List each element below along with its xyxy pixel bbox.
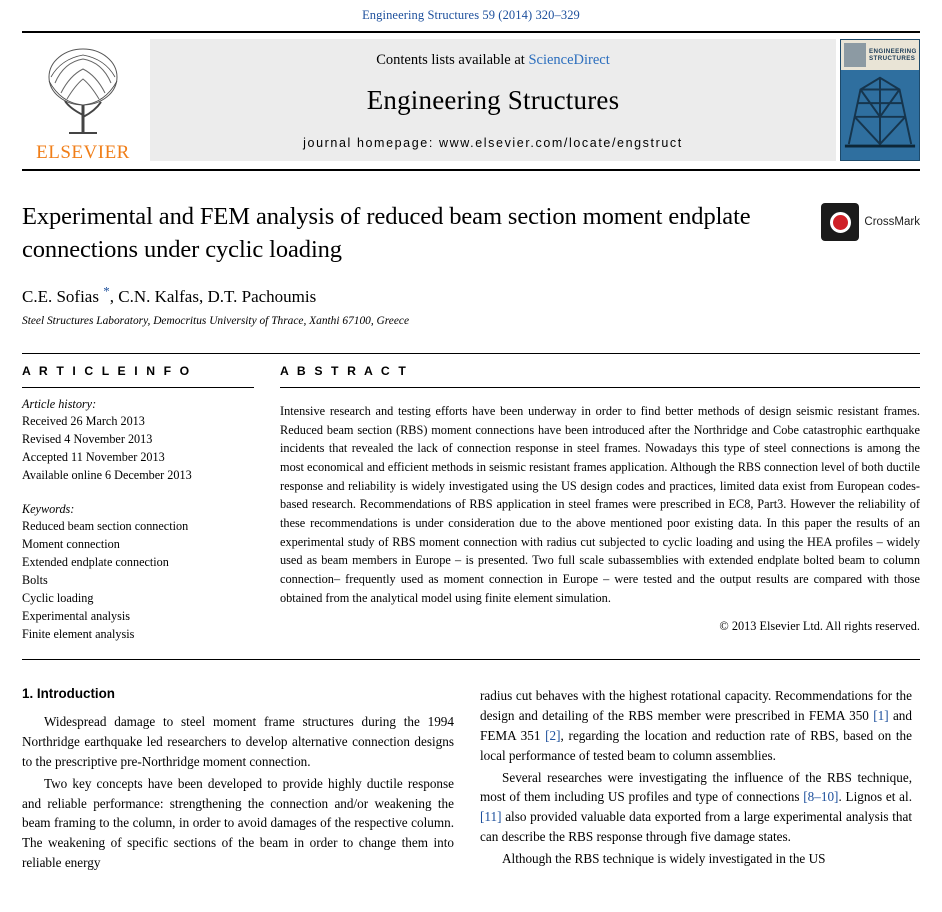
citation-link[interactable]: [2] xyxy=(545,727,561,743)
crossmark-inner-circle xyxy=(830,212,851,233)
keyword-item: Moment connection xyxy=(22,537,120,552)
contents-prefix: Contents lists available at xyxy=(376,52,525,68)
keyword-item: Experimental analysis xyxy=(22,609,130,624)
section-heading-introduction: 1. Introduction xyxy=(22,686,115,702)
crossmark-label: CrossMark xyxy=(864,216,920,228)
journal-title: Engineering Structures xyxy=(366,85,620,115)
elsevier-logo xyxy=(22,33,144,169)
history-item: Revised 4 November 2013 xyxy=(22,431,153,446)
abstract-rule xyxy=(280,387,920,388)
paragraph: Widespread damage to steel moment frame structures during the 1994 Northridge earthquake led researchers to develop alternative connection designs to the prescriptive pre-Northridge moment connection. xyxy=(22,714,454,769)
page-title: Experimental and FEM analysis of reduced beam section moment endplate connections under cyclic loading xyxy=(22,203,751,263)
keyword-item: Reduced beam section connection xyxy=(22,519,189,533)
paragraph: radius cut behaves with the highest rotational capacity. Recommendations for the design and detailing of the RBS member were prescribed in FEMA 350 [1] and FEMA 351 [2], regarding the location and reduction rate of RBS, based on the local performance of tested beam to column assemblies. xyxy=(480,688,912,763)
abstract-column xyxy=(272,364,920,644)
paragraph: Although the RBS technique is widely investigated in the US xyxy=(502,850,826,866)
copyright-line: © 2013 Elsevier Ltd. All rights reserved. xyxy=(719,619,920,634)
author-names: C.E. Sofias *, C.N. Kalfas, D.T. Pachoumis xyxy=(22,283,317,306)
author-list xyxy=(22,283,920,307)
article-history-list xyxy=(22,412,254,484)
journal-masthead xyxy=(22,31,920,171)
contents-available-line xyxy=(376,52,610,69)
keyword-item: Finite element analysis xyxy=(22,627,135,642)
title-block xyxy=(22,201,920,327)
cover-logo-square xyxy=(844,43,866,67)
cover-title-line2: STRUCTURES xyxy=(869,55,916,62)
citation-link[interactable]: [8–10] xyxy=(803,789,839,805)
body-column-left xyxy=(22,686,454,874)
journal-band xyxy=(150,39,836,161)
cover-artwork xyxy=(841,70,919,148)
keywords-block xyxy=(22,502,254,643)
cover-header xyxy=(841,40,919,70)
running-head: Engineering Structures 59 (2014) 320–329 xyxy=(362,8,580,22)
history-item: Available online 6 December 2013 xyxy=(22,467,192,482)
keyword-item: Extended endplate connection xyxy=(22,555,169,570)
cover-title-text xyxy=(869,48,917,62)
article-info-column xyxy=(22,364,272,644)
abstract-text: Intensive research and testing efforts have been underway in order to find better methods of design seismic resistant frames. Reduced beam section (RBS) moment connections have been introduced after the Northridge and Cobe catastrophic earthquake incidents that revealed the lack of connection response in steel frames. Nowadays this type of steel connections is among the most economical and efficient methods in seismic resistant frames application. Although the RBS connection level of both ductile response and reliability is widely investigated using the US design codes and practices, limited data exist from European codes-based research. Recommendations of RBS application in steel frames were prescribed in EC8, Part3. However the reliability of these recommendations is under consideration due to the above mentioned poor existing data. In this paper the results of an experimental study of RBS moment connection with radius cut subjected to cyclic loading and using the HEA profiles – widely used as beam members in Europe – is presented. Two full scale subassemblies with extended endplate bolted beam to column connection– frequently used as moment connection in Europe – were tested and the output results are compared with those obtained from the analytical model using finite element simulation. xyxy=(280,403,920,605)
citation-link[interactable]: [11] xyxy=(480,809,502,825)
cover-title-line1: ENGINEERING xyxy=(869,47,917,55)
paragraph: Two key concepts have been developed to provide highly ductile response and reliable performance: strengthening the connection and/or weakening the beam framing to the column, in order to avoid damages of the respective column. The weakening of specific sections of the beam in order to change them into reliable energy xyxy=(22,775,454,870)
article-info-heading: A R T I C L E I N F O xyxy=(22,363,192,378)
keyword-item: Cyclic loading xyxy=(22,591,94,606)
article-history-label: Article history: xyxy=(22,396,97,411)
corresponding-author-marker: * xyxy=(103,283,110,299)
elsevier-tree-icon xyxy=(31,37,135,141)
paragraph: Several researches were investigating the influence of the RBS technique, most of them including US profiles and type of connections [8–10]. Lignos et al. [11] also provided valuable data exported from a large experimental analysis that can describe the RBS response through five damage states. xyxy=(480,769,912,844)
keyword-item: Bolts xyxy=(22,573,48,588)
journal-homepage-line[interactable]: journal homepage: www.elsevier.com/locate/engstruct xyxy=(303,136,683,150)
body-separator-rule xyxy=(22,659,920,660)
keywords-list xyxy=(22,517,254,643)
article-info-rule xyxy=(22,387,254,388)
crossmark-icon xyxy=(821,203,859,241)
crossmark-badge[interactable] xyxy=(821,203,920,241)
history-item: Received 26 March 2013 xyxy=(22,413,145,428)
elsevier-wordmark: ELSEVIER xyxy=(36,142,130,163)
info-abstract-row xyxy=(22,353,920,644)
history-item: Accepted 11 November 2013 xyxy=(22,449,165,464)
affiliation: Steel Structures Laboratory, Democritus University of Thrace, Xanthi 67100, Greece xyxy=(22,314,410,327)
keywords-label: Keywords: xyxy=(22,502,75,516)
body-column-right xyxy=(480,686,912,874)
citation-link[interactable]: [1] xyxy=(873,708,889,724)
body-columns xyxy=(22,686,920,874)
sciencedirect-link[interactable]: ScienceDirect xyxy=(528,52,610,68)
journal-cover-thumbnail[interactable] xyxy=(840,39,920,161)
abstract-heading: A B S T R A C T xyxy=(280,363,409,378)
